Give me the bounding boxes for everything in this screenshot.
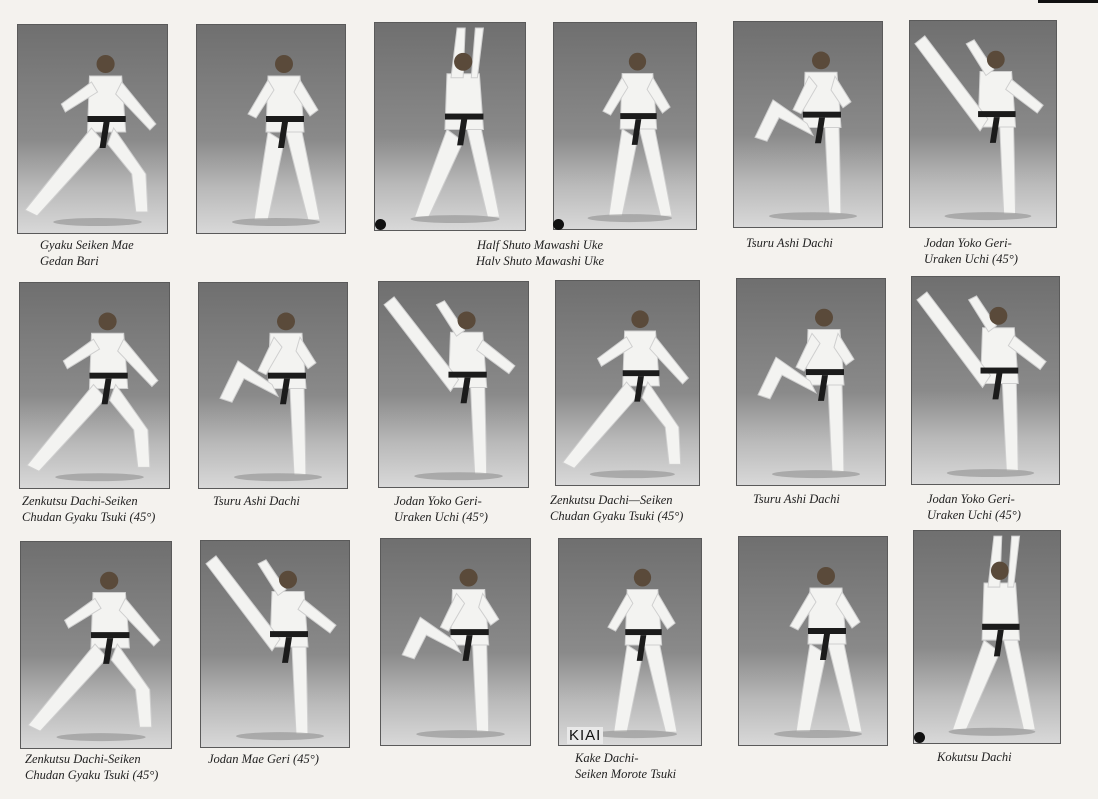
figure-silhouette — [378, 281, 529, 488]
photo-r1c6 — [909, 20, 1057, 228]
figure-silhouette — [909, 20, 1057, 228]
photo-r1c3 — [374, 22, 526, 231]
photo-r3c5 — [738, 536, 888, 746]
caption-r3c1: Zenkutsu Dachi-Seiken Chudan Gyaku Tsuki (45°) — [25, 752, 159, 782]
photo-r2c1 — [19, 282, 170, 489]
photo-r1c2 — [196, 24, 346, 234]
figure-silhouette — [380, 538, 531, 746]
caption-r3c6: Kokutsu Dachi — [937, 750, 1012, 764]
photo-r2c4 — [555, 280, 700, 486]
photo-r3c1 — [20, 541, 172, 749]
photo-r2c6 — [911, 276, 1060, 485]
caption-r1c1: Gyaku Seiken Mae Gedan Bari — [40, 238, 134, 268]
photo-r1c1 — [17, 24, 168, 234]
marker-dot — [553, 219, 564, 230]
kiai-label: KIAI — [569, 727, 602, 744]
figure-silhouette — [198, 282, 348, 489]
figure-silhouette — [733, 21, 883, 228]
marker-dot — [914, 732, 925, 743]
caption-r2c3: Jodan Yoko Geri- Uraken Uchi (45°) — [394, 494, 488, 524]
caption-r2c1: Zenkutsu Dachi-Seiken Chudan Gyaku Tsuki (45°) — [22, 494, 156, 524]
caption-r3c4: Kake Dachi- Seiken Morote Tsuki — [575, 751, 677, 781]
caption-r1c5: Tsuru Ashi Dachi — [746, 236, 833, 250]
photo-r3c4 — [558, 538, 702, 746]
figure-silhouette — [374, 22, 526, 231]
photo-r1c5 — [733, 21, 883, 228]
figure-silhouette — [196, 24, 346, 234]
caption-r1c3: Half Shuto Mawashi Uke Halv Shuto Mawashi Uke — [475, 238, 605, 268]
figure-silhouette — [738, 536, 888, 746]
caption-r2c4: Zenkutsu Dachi—Seiken Chudan Gyaku Tsuki (45°) — [550, 493, 684, 523]
photo-r2c5 — [736, 278, 886, 486]
figure-silhouette — [17, 24, 168, 234]
caption-r3c2: Jodan Mae Geri (45°) — [208, 752, 319, 766]
photo-r3c3 — [380, 538, 531, 746]
caption-r2c6: Jodan Yoko Geri- Uraken Uchi (45°) — [927, 492, 1021, 522]
figure-silhouette — [19, 282, 170, 489]
photo-r3c2 — [200, 540, 350, 748]
caption-r2c5: Tsuru Ashi Dachi — [753, 492, 840, 506]
figure-silhouette — [555, 280, 700, 486]
figure-silhouette — [553, 22, 697, 230]
figure-silhouette — [911, 276, 1060, 485]
marker-dot — [375, 219, 386, 230]
figure-silhouette — [913, 530, 1061, 744]
photo-r3c6 — [913, 530, 1061, 744]
figure-silhouette — [200, 540, 350, 748]
caption-r2c2: Tsuru Ashi Dachi — [213, 494, 300, 508]
photo-r2c3 — [378, 281, 529, 488]
caption-r1c6: Jodan Yoko Geri- Uraken Uchi (45°) — [924, 236, 1018, 266]
photo-r1c4 — [553, 22, 697, 230]
corner-mark — [1038, 0, 1098, 3]
figure-silhouette — [736, 278, 886, 486]
figure-silhouette — [558, 538, 702, 746]
photo-r2c2 — [198, 282, 348, 489]
figure-silhouette — [20, 541, 172, 749]
